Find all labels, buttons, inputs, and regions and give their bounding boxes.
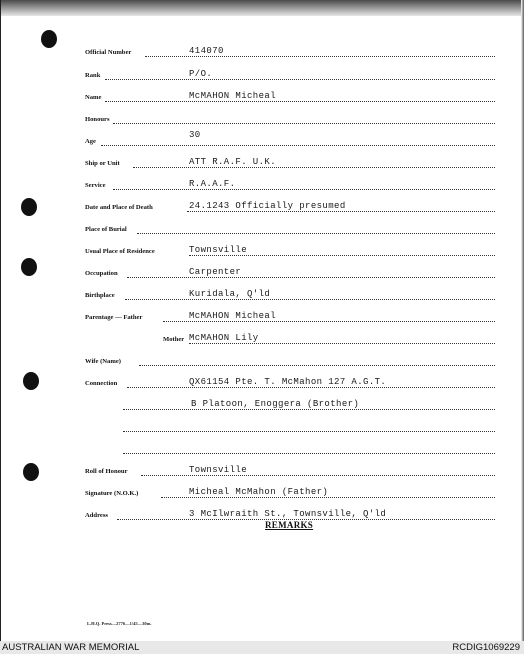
- dotted-line: [105, 78, 495, 80]
- punch-hole: [23, 372, 39, 390]
- mother-label: Mother: [163, 336, 185, 344]
- occupation-value: Carpenter: [189, 267, 242, 277]
- service-label: Service: [85, 182, 106, 190]
- occupation-label: Occupation: [85, 270, 118, 278]
- connection-row-3: [123, 418, 495, 432]
- punch-hole: [21, 258, 37, 276]
- age-label: Age: [85, 138, 96, 146]
- archive-footer: [0, 641, 524, 654]
- dotted-line: [113, 122, 495, 124]
- age-value: 30: [189, 130, 201, 140]
- burial-row: [85, 220, 495, 234]
- wife-row: [85, 352, 495, 366]
- footer-institution: AUSTRALIAN WAR MEMORIAL: [2, 642, 140, 653]
- age-row: [85, 132, 495, 146]
- roll-of-honour-label: Roll of Honour: [85, 468, 128, 476]
- connection-row-4: [123, 440, 495, 454]
- dotted-line: [125, 298, 495, 300]
- scan-top-edge: [1, 0, 524, 16]
- punch-hole: [21, 198, 37, 216]
- address-value: 3 McIlwraith St., Townsville, Q'ld: [189, 509, 387, 519]
- mother-value: McMAHON Lily: [189, 333, 259, 343]
- dotted-line: [105, 100, 495, 102]
- dotted-line: [137, 232, 495, 234]
- father-row: [85, 308, 495, 322]
- residence-value: Townsville: [189, 245, 248, 255]
- official-number-value: 414070: [189, 46, 224, 56]
- signature-value: Micheal McMahon (Father): [189, 487, 329, 497]
- connection-row-2: [123, 396, 495, 410]
- honours-row: [85, 110, 495, 124]
- father-label: Parentage — Father: [85, 314, 143, 322]
- name-row: [85, 88, 495, 102]
- name-label: Name: [85, 94, 102, 102]
- ship-or-unit-row: [85, 154, 495, 168]
- dotted-line: [139, 364, 495, 366]
- connection-label: Connection: [85, 380, 118, 388]
- connection-line-1: QX61154 Pte. T. McMahon 127 A.G.T.: [189, 377, 387, 387]
- ship-or-unit-label: Ship or Unit: [85, 160, 120, 168]
- death-row: [85, 198, 495, 212]
- dotted-line: [127, 276, 495, 278]
- dotted-line: [113, 188, 495, 190]
- father-value: McMAHON Micheal: [189, 311, 277, 321]
- dotted-line: [123, 430, 495, 432]
- signature-label: Signature (N.O.K.): [85, 490, 139, 498]
- service-value: R.A.A.F.: [189, 179, 236, 189]
- name-value: McMAHON Micheal: [189, 91, 277, 101]
- print-reference: L.H.Q. Press—2776—1/45—30m.: [87, 621, 152, 626]
- roll-of-honour-row: [85, 462, 495, 476]
- address-row: [85, 506, 495, 520]
- birthplace-label: Birthplace: [85, 292, 115, 300]
- dotted-line: [123, 452, 495, 454]
- official-number-row: [85, 43, 495, 57]
- death-value: 24.1243 Officially presumed: [189, 201, 346, 211]
- punch-hole: [23, 463, 39, 481]
- connection-line-2: B Platoon, Enoggera (Brother): [191, 399, 360, 409]
- service-row: [85, 176, 495, 190]
- ship-or-unit-value: ATT R.A.F. U.K.: [189, 157, 277, 167]
- dotted-line: [101, 144, 495, 146]
- connection-row: [85, 374, 495, 388]
- footer-record-id: RCDIG1069229: [452, 642, 520, 653]
- death-label: Date and Place of Death: [85, 204, 153, 212]
- rank-row: [85, 66, 495, 80]
- address-label: Address: [85, 512, 108, 520]
- birthplace-row: [85, 286, 495, 300]
- residence-row: [85, 242, 495, 256]
- wife-label: Wife (Name): [85, 358, 121, 366]
- dotted-line: [133, 166, 495, 168]
- birthplace-value: Kuridala, Q'ld: [189, 289, 271, 299]
- roll-of-honour-value: Townsville: [189, 465, 248, 475]
- signature-row: [85, 484, 495, 498]
- rank-label: Rank: [85, 72, 101, 80]
- mother-row: [85, 330, 495, 344]
- remarks-heading: REMARKS: [265, 520, 314, 530]
- punch-hole: [41, 30, 57, 48]
- honours-label: Honours: [85, 116, 110, 124]
- official-number-label: Official Number: [85, 49, 132, 57]
- burial-label: Place of Burial: [85, 226, 127, 234]
- rank-value: P/O.: [189, 69, 213, 79]
- occupation-row: [85, 264, 495, 278]
- residence-label: Usual Place of Residence: [85, 248, 155, 256]
